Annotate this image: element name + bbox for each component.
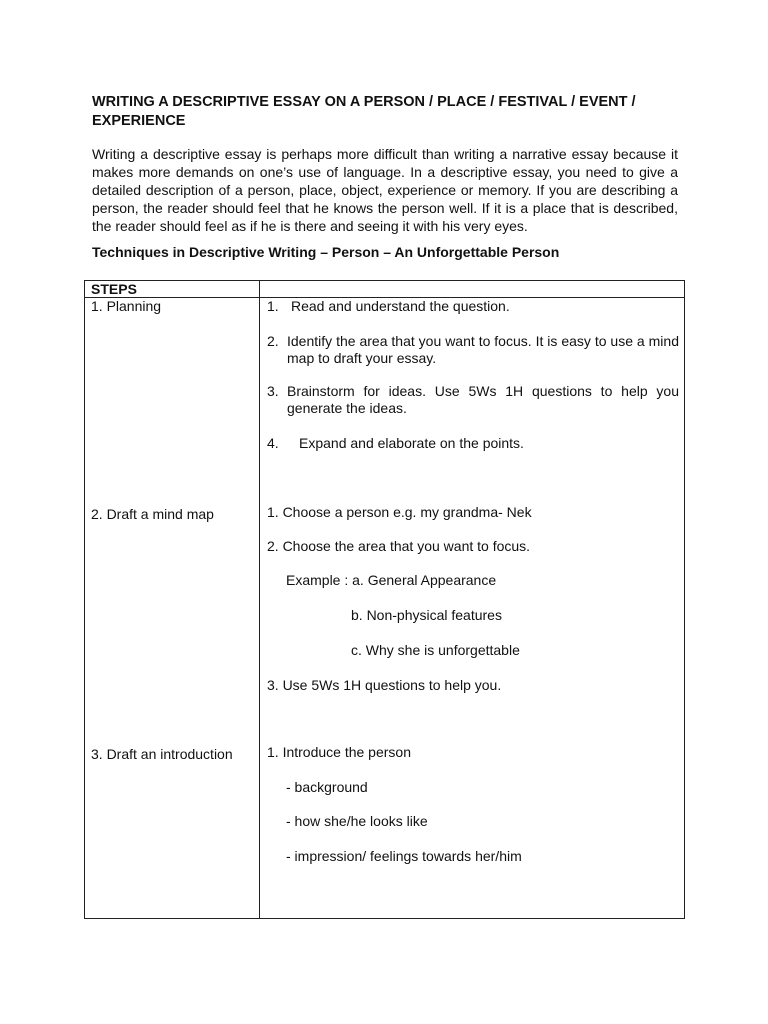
intro-paragraph: Writing a descriptive essay is perhaps more difficult than writing a narrative essay because it makes more demands on one’s use of language. In a descriptive essay, you need to give a detailed description of a person, place, object, experience or memory. If you are describing a person, the reader should feel that he knows the person well. If it is a place that is described, the reader should feel as if he is there and seeing it with his very eyes. — [92, 146, 678, 234]
step-2-label: 2. Draft a mind map — [91, 506, 214, 522]
column-divider — [259, 281, 260, 918]
step-2-example-b: b. Non-physical features — [351, 607, 502, 623]
item-number: 3. — [267, 383, 279, 399]
item-number: 2. — [267, 333, 279, 349]
step-3-label: 3. Draft an introduction — [91, 746, 233, 762]
step-1-item-3 — [267, 383, 679, 417]
step-1-item-1 — [267, 298, 679, 315]
step-2-item-1: 1. Choose a person e.g. my grandma- Nek — [267, 504, 532, 520]
step-2-example-c: c. Why she is unforgettable — [351, 642, 520, 658]
step-2-item-2: 2. Choose the area that you want to focus. — [267, 538, 531, 554]
step-3-sub-3: - impression/ feelings towards her/him — [286, 848, 522, 864]
item-text: Identify the area that you want to focus. It is easy to use a mind map to draft your essay. — [287, 333, 679, 366]
step-3-sub-2: - how she/he looks like — [286, 813, 428, 829]
step-2-item-3: 3. Use 5Ws 1H questions to help you. — [267, 677, 502, 693]
item-number: 1. — [267, 298, 279, 314]
item-text: Read and understand the question. — [291, 298, 510, 314]
item-text: Brainstorm for ideas. Use 5Ws 1H questions to help you generate the ideas. — [287, 383, 679, 416]
step-2-example-a: Example : a. General Appearance — [286, 572, 497, 588]
step-1-label: 1. Planning — [91, 298, 162, 314]
step-1-item-4 — [267, 435, 679, 452]
section-subheading: Techniques in Descriptive Writing – Person – An Unforgettable Person — [92, 244, 560, 260]
steps-table — [84, 280, 685, 919]
step-1-item-2 — [267, 333, 679, 367]
item-number: 4. — [267, 435, 279, 451]
document-title: WRITING A DESCRIPTIVE ESSAY ON A PERSON / PLACE / FESTIVAL / EVENT / EXPERIENCE — [92, 94, 636, 129]
table-header-steps: STEPS — [91, 281, 137, 297]
step-3-sub-1: - background — [286, 779, 368, 795]
item-text: Expand and elaborate on the points. — [299, 435, 524, 451]
step-3-item-1: 1. Introduce the person — [267, 744, 411, 760]
